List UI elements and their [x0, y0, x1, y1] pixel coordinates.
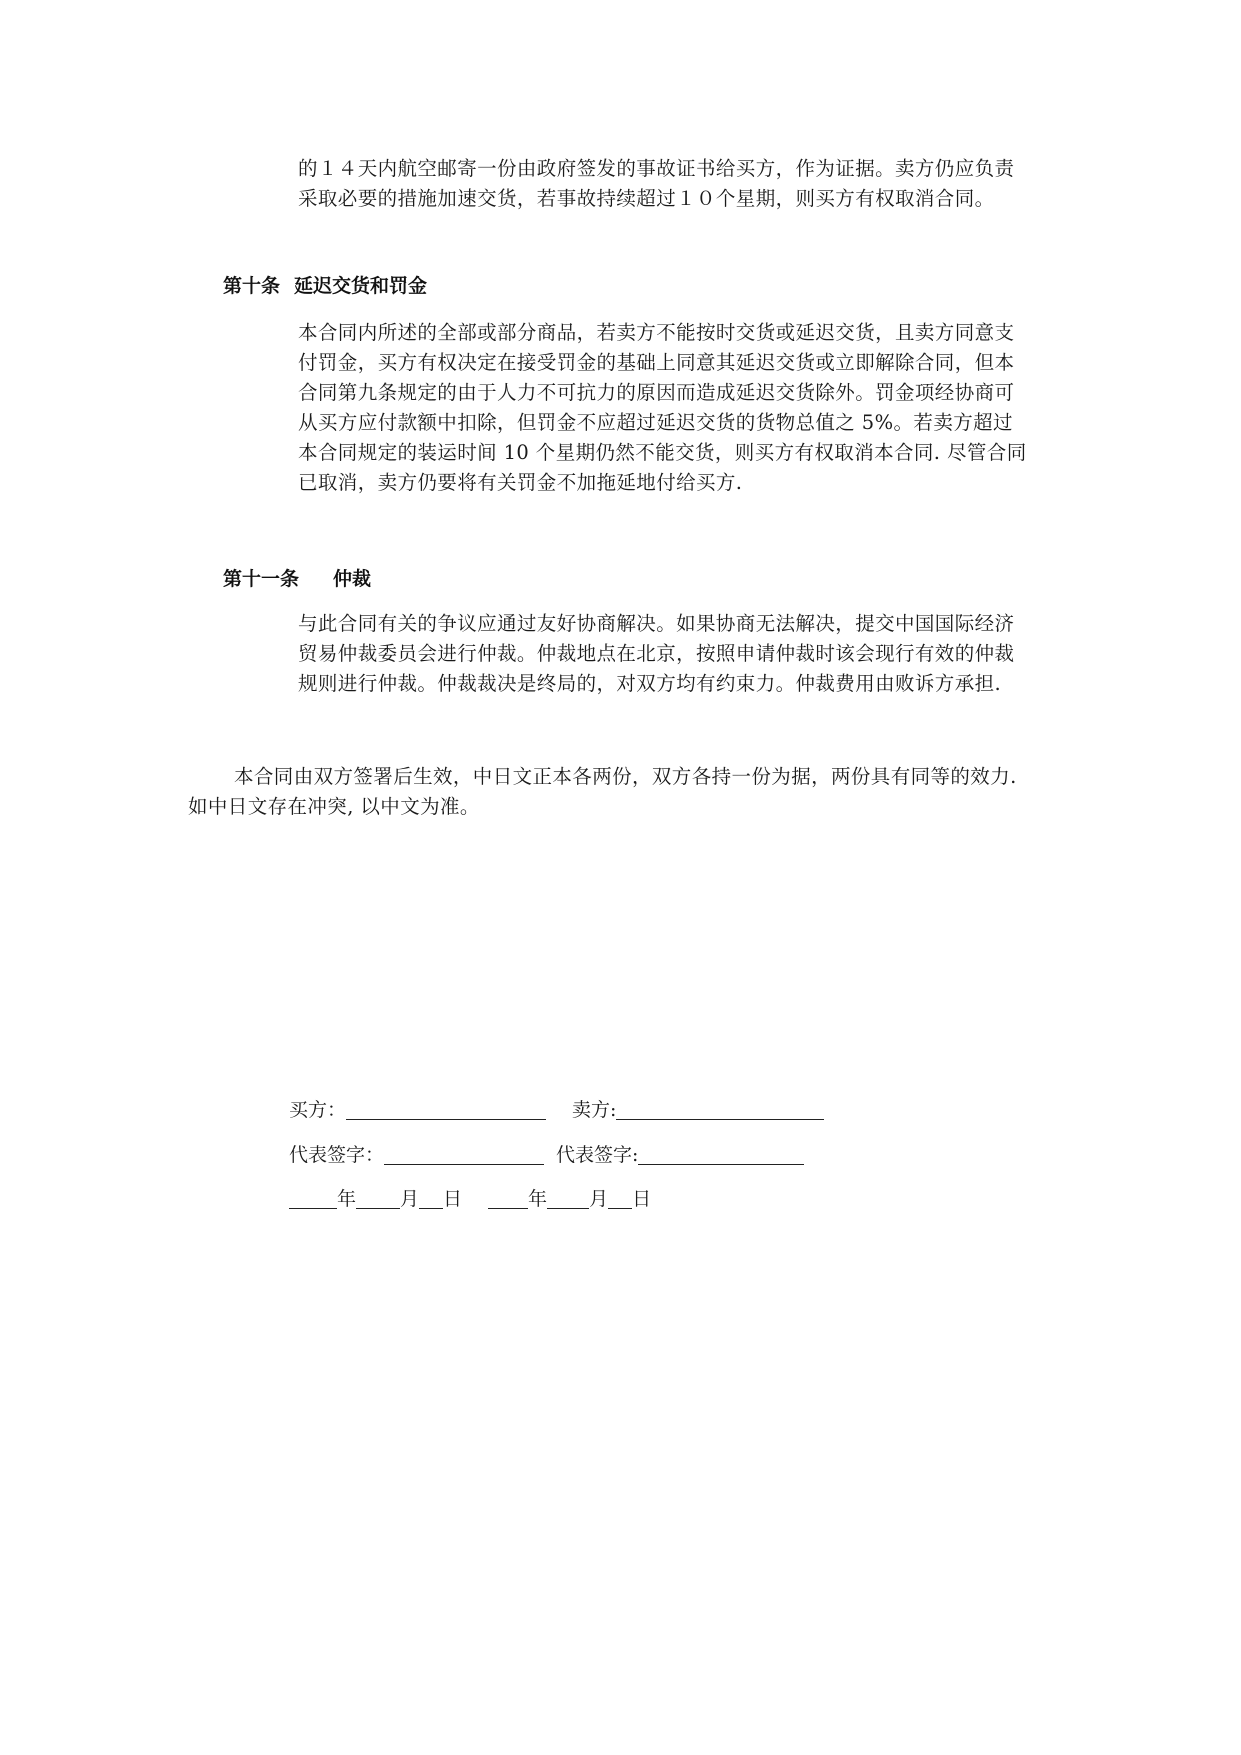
buyer-day-line[interactable] [419, 1188, 443, 1209]
day-label: 日 [632, 1188, 652, 1210]
paragraph-line: 如中日文存在冲突, 以中文为准。 [188, 795, 480, 818]
article-title: 延迟交货和罚金 [294, 275, 428, 297]
month-label: 月 [589, 1188, 609, 1210]
article-11-body [298, 609, 1014, 699]
buyer-signature-line[interactable] [346, 1099, 546, 1120]
seller-label: 卖方: [572, 1099, 617, 1121]
seller-month-line[interactable] [547, 1188, 589, 1209]
year-label: 年 [528, 1188, 548, 1210]
seller-representative-line[interactable] [638, 1144, 804, 1165]
buyer-year-line[interactable] [289, 1188, 337, 1209]
month-label: 月 [400, 1188, 420, 1210]
buyer-representative-label: 代表签字： [289, 1144, 385, 1166]
closing-line-1: 本合同由双方签署后生效，中日文正本各两份，双方各持一份为据，两份具有同等的效力. [234, 765, 1017, 788]
seller-day-line[interactable] [608, 1188, 632, 1209]
paragraph-line: 贸易仲裁委员会进行仲裁。仲裁地点在北京，按照申请仲裁时该会现行有效的仲裁 [298, 642, 1015, 665]
article-number: 第十条 [223, 275, 281, 297]
seller-year-line[interactable] [488, 1188, 528, 1209]
year-label: 年 [337, 1188, 357, 1210]
day-label: 日 [443, 1188, 463, 1210]
paragraph-line: 采取必要的措施加速交货，若事故持续超过１０个星期，则买方有权取消合同。 [298, 187, 995, 210]
signature-row-parties [289, 1096, 824, 1124]
article-number: 第十一条 [223, 568, 300, 590]
closing-paragraph [188, 762, 1017, 822]
paragraph-line: 合同第九条规定的由于人力不可抗力的原因而造成延迟交货除外。罚金项经协商可 [298, 381, 1015, 404]
signature-row-representatives [289, 1141, 804, 1169]
seller-signature-line[interactable] [616, 1099, 824, 1120]
paragraph-line: 规则进行仲裁。仲裁裁决是终局的，对双方均有约束力。仲裁费用由败诉方承担. [298, 672, 1002, 695]
buyer-label: 买方： [289, 1099, 347, 1121]
article-10-body [298, 318, 1027, 498]
paragraph-line: 付罚金，买方有权决定在接受罚金的基础上同意其延迟交货或立即解除合同，但本 [298, 351, 1015, 374]
paragraph-line: 本合同规定的装运时间 10 个星期仍然不能交货，则买方有权取消本合同. 尽管合同 [298, 441, 1027, 464]
seller-representative-label: 代表签字: [556, 1144, 639, 1166]
article-10-heading [223, 273, 427, 299]
paragraph-line: 与此合同有关的争议应通过友好协商解决。如果协商无法解决，提交中国国际经济 [298, 612, 1015, 635]
signature-row-dates [289, 1185, 651, 1213]
paragraph-line [188, 762, 1017, 792]
paragraph-line: 的１４天内航空邮寄一份由政府签发的事故证书给买方，作为证据。卖方仍应负责 [298, 157, 1015, 180]
buyer-month-line[interactable] [356, 1188, 400, 1209]
article-title: 仲裁 [333, 568, 372, 590]
article-11-heading [223, 566, 371, 592]
continuation-paragraph [298, 154, 1014, 214]
paragraph-line: 已取消，卖方仍要将有关罚金不加拖延地付给买方. [298, 471, 743, 494]
buyer-representative-line[interactable] [384, 1144, 544, 1165]
paragraph-line: 从买方应付款额中扣除，但罚金不应超过延迟交货的货物总值之 5%。若卖方超过 [298, 411, 1013, 434]
paragraph-line: 本合同内所述的全部或部分商品，若卖方不能按时交货或延迟交货，且卖方同意支 [298, 321, 1015, 344]
